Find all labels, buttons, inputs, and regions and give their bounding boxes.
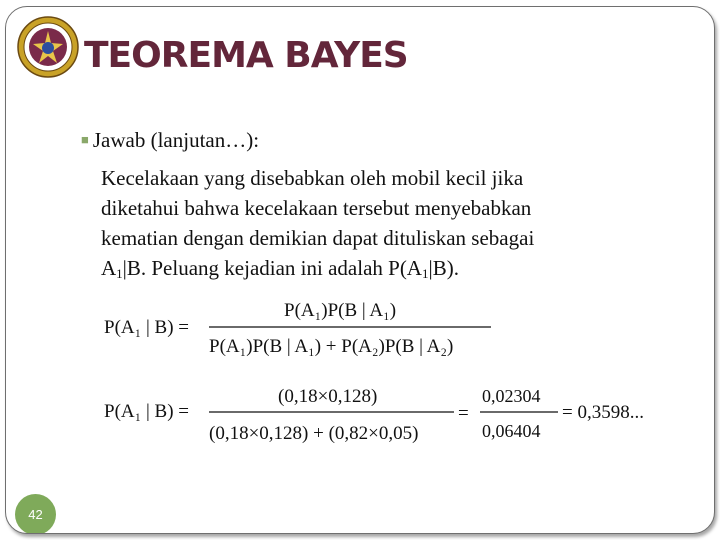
- page-number-badge: 42: [15, 494, 56, 534]
- paragraph-line-4: $A_1|B$. Peluang kejadian ini adalah $P(A_1|B)$.: [101, 256, 459, 281]
- paragraph-line-1: Kecelakaan yang disebabkan oleh mobil kecil jika: [101, 166, 524, 190]
- bullet-icon: ■: [81, 132, 89, 147]
- formula1-denominator: P(A₁)P(B | A₁) + P(A₂)P(B | A₂): [209, 336, 454, 357]
- slide-title: TEOREMA BAYES: [84, 35, 408, 76]
- formula1-numerator: P(A₁)P(B | A₁): [284, 300, 397, 321]
- formula2-frac2-numerator: 0,02304: [482, 386, 541, 406]
- formula2-result: = 0,3598...: [562, 402, 644, 423]
- formula2-denominator: (0,18×0,128) + (0,82×0,05): [209, 423, 419, 444]
- bayes-formulas: [6, 7, 714, 533]
- formula2-equals: =: [458, 403, 469, 424]
- slide-frame: [5, 6, 715, 534]
- formula2-frac2-denominator: 0,06404: [482, 421, 541, 441]
- paragraph-line-2: diketahui bahwa kecelakaan tersebut menyebabkan: [101, 196, 532, 220]
- paragraph-line-3: kematian dengan demikian dapat dituliskan sebagai: [101, 226, 535, 250]
- formula1-lhs: P(A₁ | B) =: [104, 317, 190, 338]
- formula2-numerator: (0,18×0,128): [278, 386, 378, 407]
- formula2-lhs: P(A₁ | B) =: [104, 401, 190, 422]
- bullet-text: Jawab (lanjutan…):: [92, 128, 260, 152]
